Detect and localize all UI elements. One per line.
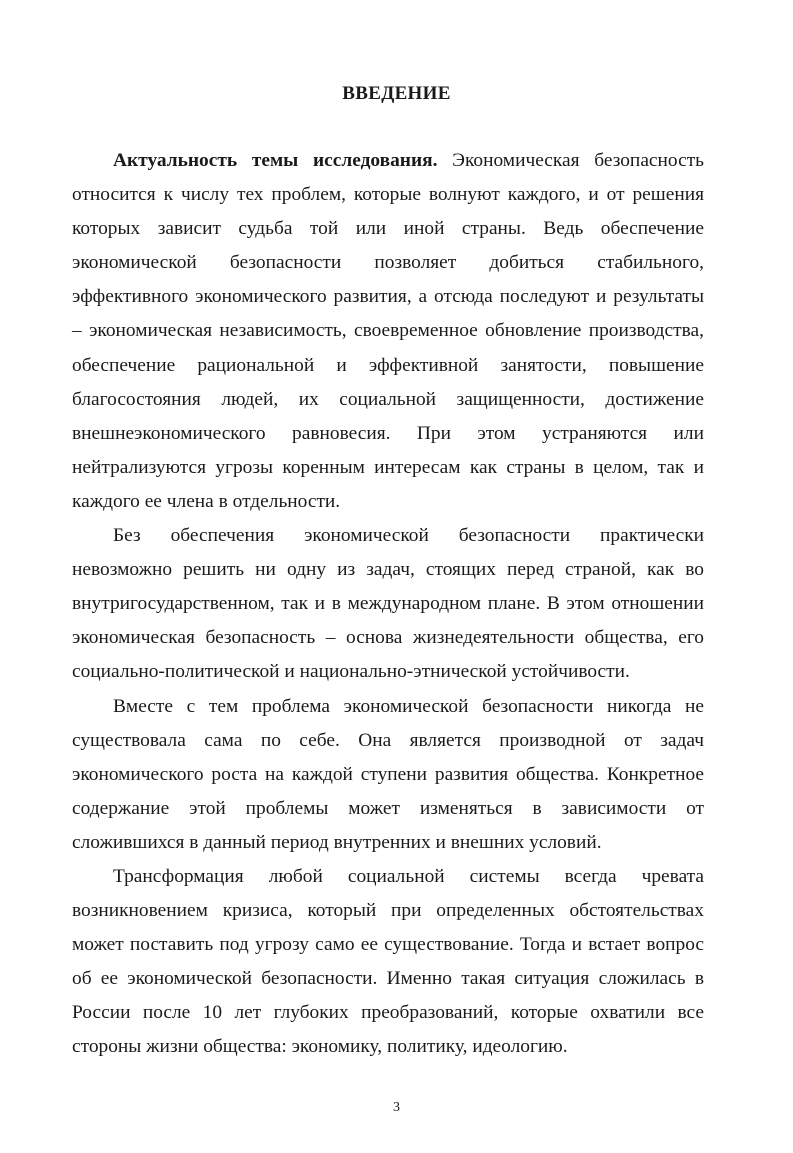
paragraph: Вместе с тем проблема экономической безопасности никогда не существовала сама по себе. Она является производной от задач экономического роста на каждой ступени развития общества. Конкретное содержание этой проблемы может изменяться в зависимости от сложившихся в данный период внутренних и внешних условий. bbox=[72, 695, 704, 853]
page-title: ВВЕДЕНИЕ bbox=[342, 83, 451, 104]
page-number: 3 bbox=[393, 1100, 400, 1115]
paragraph-relevance bbox=[72, 144, 704, 519]
paragraph-text: Экономическая безопасность относится к числу тех проблем, которые волнуют каждого, и от решения которых зависит судьба той или иной страны. Ведь обеспечение экономической безопасности позволяет добиться стабильного, эффективного экономического развития, а отсюда последуют и результаты – экономическая независимость, своевременное обновление производства, обеспечение рациональной и эффективной занятости, повышение благосостояния людей, их социальной защищенности, достижение внешнеэкономического равновесия. При этом устраняются или нейтрализуются угрозы коренным интересам как страны в целом, так и каждого ее члена в отдельности. bbox=[72, 150, 705, 512]
paragraph: Трансформация любой социальной системы всегда чревата возникновением кризиса, который при определенных обстоятельствах может поставить под угрозу само ее существование. Тогда и встает вопрос об ее экономической безопасности. Именно такая ситуация сложилась в России после 10 лет глубоких преобразований, которые охватили все стороны жизни общества: экономику, политику, идеологию. bbox=[72, 865, 704, 1058]
paragraph-lead: Актуальность темы исследования. bbox=[113, 150, 438, 171]
paragraph: Без обеспечения экономической безопасности практически невозможно решить ни одну из задач, стоящих перед страной, как во внутригосударственном, так и в международном плане. В этом отношении экономическая безопасность – основа жизнедеятельности общества, его социально-политической и национально-этнической устойчивости. bbox=[72, 525, 704, 683]
body-text bbox=[72, 144, 704, 1065]
